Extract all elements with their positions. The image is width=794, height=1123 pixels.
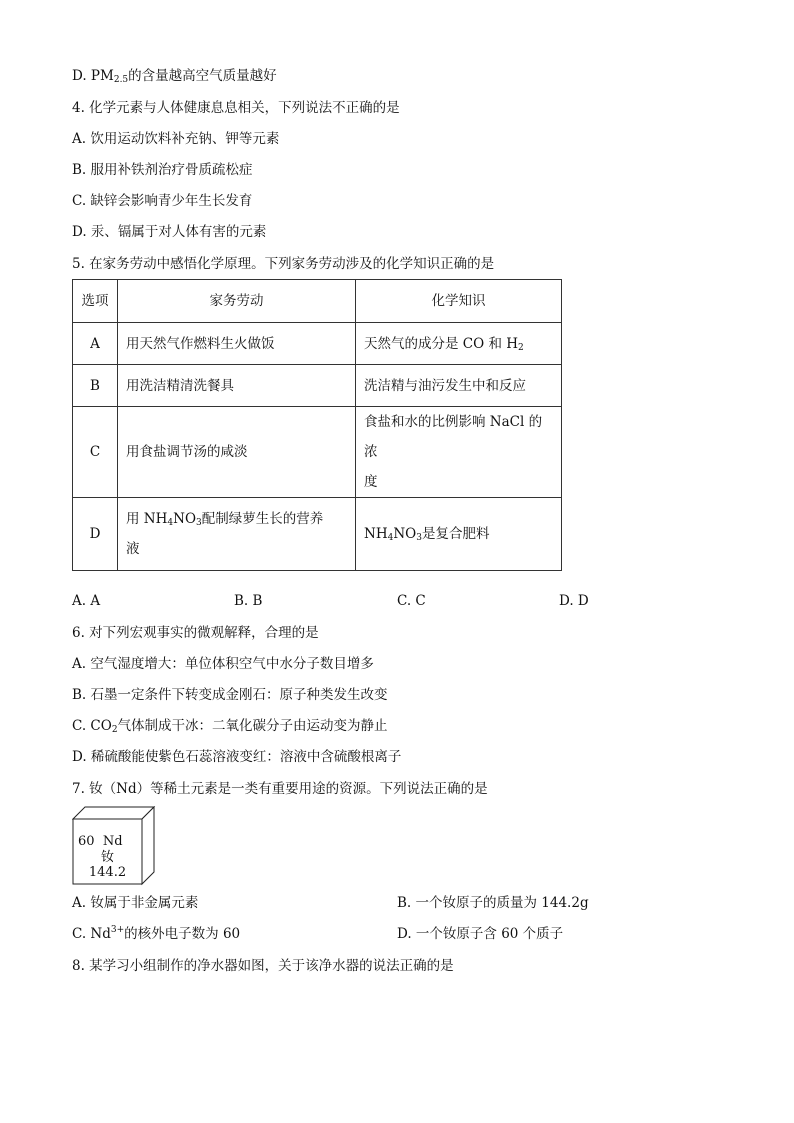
row-a-labor: 用天然气作燃料生火做饭 bbox=[118, 323, 356, 365]
q5-option-b: B. B bbox=[234, 593, 263, 609]
q5-option-d: D. D bbox=[559, 593, 589, 609]
q4-option-d: D. 汞、镉属于对人体有害的元素 bbox=[72, 224, 267, 240]
q6-option-b: B. 石墨一定条件下转变成金刚石：原子种类发生改变 bbox=[72, 687, 388, 703]
row-b-option: B bbox=[73, 365, 118, 407]
table-header-row bbox=[73, 280, 562, 323]
row-d-option: D bbox=[73, 498, 118, 571]
row-c-option: C bbox=[73, 407, 118, 498]
element-name: 钕 bbox=[100, 850, 114, 865]
q7-option-c: C. $Nd^{3+}$的核外电子数为 60 bbox=[72, 925, 241, 942]
q6-stem: 6. 对下列宏观事实的微观解释，合理的是 bbox=[72, 625, 319, 641]
q4-option-b: B. 服用补铁剂治疗骨质疏松症 bbox=[72, 162, 253, 178]
q7-option-d: D. 一个钕原子含 60 个质子 bbox=[397, 926, 564, 942]
table-row-a bbox=[73, 323, 562, 365]
table-header-knowledge: 化学知识 bbox=[356, 280, 562, 323]
row-b-labor: 用洗洁精清洗餐具 bbox=[118, 365, 356, 407]
q7-option-b: B. 一个钕原子的质量为 144.2g bbox=[397, 895, 589, 911]
element-cell-nd bbox=[72, 806, 156, 886]
q6-option-c: C. $CO_2$气体制成干冰：二氧化碳分子由运动变为静止 bbox=[72, 718, 388, 735]
row-a-knowledge: 天然气的成分是 CO 和 $H_2$ bbox=[356, 323, 562, 365]
row-a-option: A bbox=[73, 323, 118, 365]
q5-table bbox=[72, 279, 562, 571]
table-row-b bbox=[73, 365, 562, 407]
table-header-option: 选项 bbox=[73, 280, 118, 323]
table-header-labor: 家务劳动 bbox=[118, 280, 356, 323]
q5-option-a: A. A bbox=[72, 593, 101, 609]
element-mass: 144.2 bbox=[88, 865, 127, 880]
row-c-labor: 用食盐调节汤的咸淡 bbox=[118, 407, 356, 498]
q5-stem: 5. 在家务劳动中感悟化学原理。下列家务劳动涉及的化学知识正确的是 bbox=[72, 256, 495, 272]
q6-option-d: D. 稀硫酸能使紫色石蕊溶液变红：溶液中含硫酸根离子 bbox=[72, 749, 402, 765]
table-row-c bbox=[73, 407, 562, 498]
q7-stem: 7. 钕（Nd）等稀土元素是一类有重要用途的资源。下列说法正确的是 bbox=[72, 781, 488, 797]
q6-option-a: A. 空气湿度增大：单位体积空气中水分子数目增多 bbox=[72, 656, 374, 672]
q5-option-c: C. C bbox=[397, 593, 426, 609]
q4-stem: 4. 化学元素与人体健康息息相关，下列说法不正确的是 bbox=[72, 100, 400, 116]
q4-option-c: C. 缺锌会影响青少年生长发育 bbox=[72, 193, 253, 209]
row-d-labor: 用 $NH_4NO_3$配制绿萝生长的营养 液 bbox=[118, 498, 356, 571]
row-b-knowledge: 洗洁精与油污发生中和反应 bbox=[356, 365, 562, 407]
element-number-symbol: 60 Nd bbox=[78, 834, 123, 849]
q8-stem: 8. 某学习小组制作的净水器如图，关于该净水器的说法正确的是 bbox=[72, 958, 454, 974]
row-c-knowledge: 食盐和水的比例影响 NaCl 的浓 度 bbox=[356, 407, 562, 498]
q7-option-a: A. 钕属于非金属元素 bbox=[72, 895, 199, 911]
q4-option-a: A. 饮用运动饮料补充钠、钾等元素 bbox=[72, 131, 280, 147]
q3-option-d: D. $PM_{2.5}$的含量越高空气质量越好 bbox=[72, 68, 277, 85]
table-row-d bbox=[73, 498, 562, 571]
row-d-knowledge: $NH_4NO_3$是复合肥料 bbox=[356, 498, 562, 571]
